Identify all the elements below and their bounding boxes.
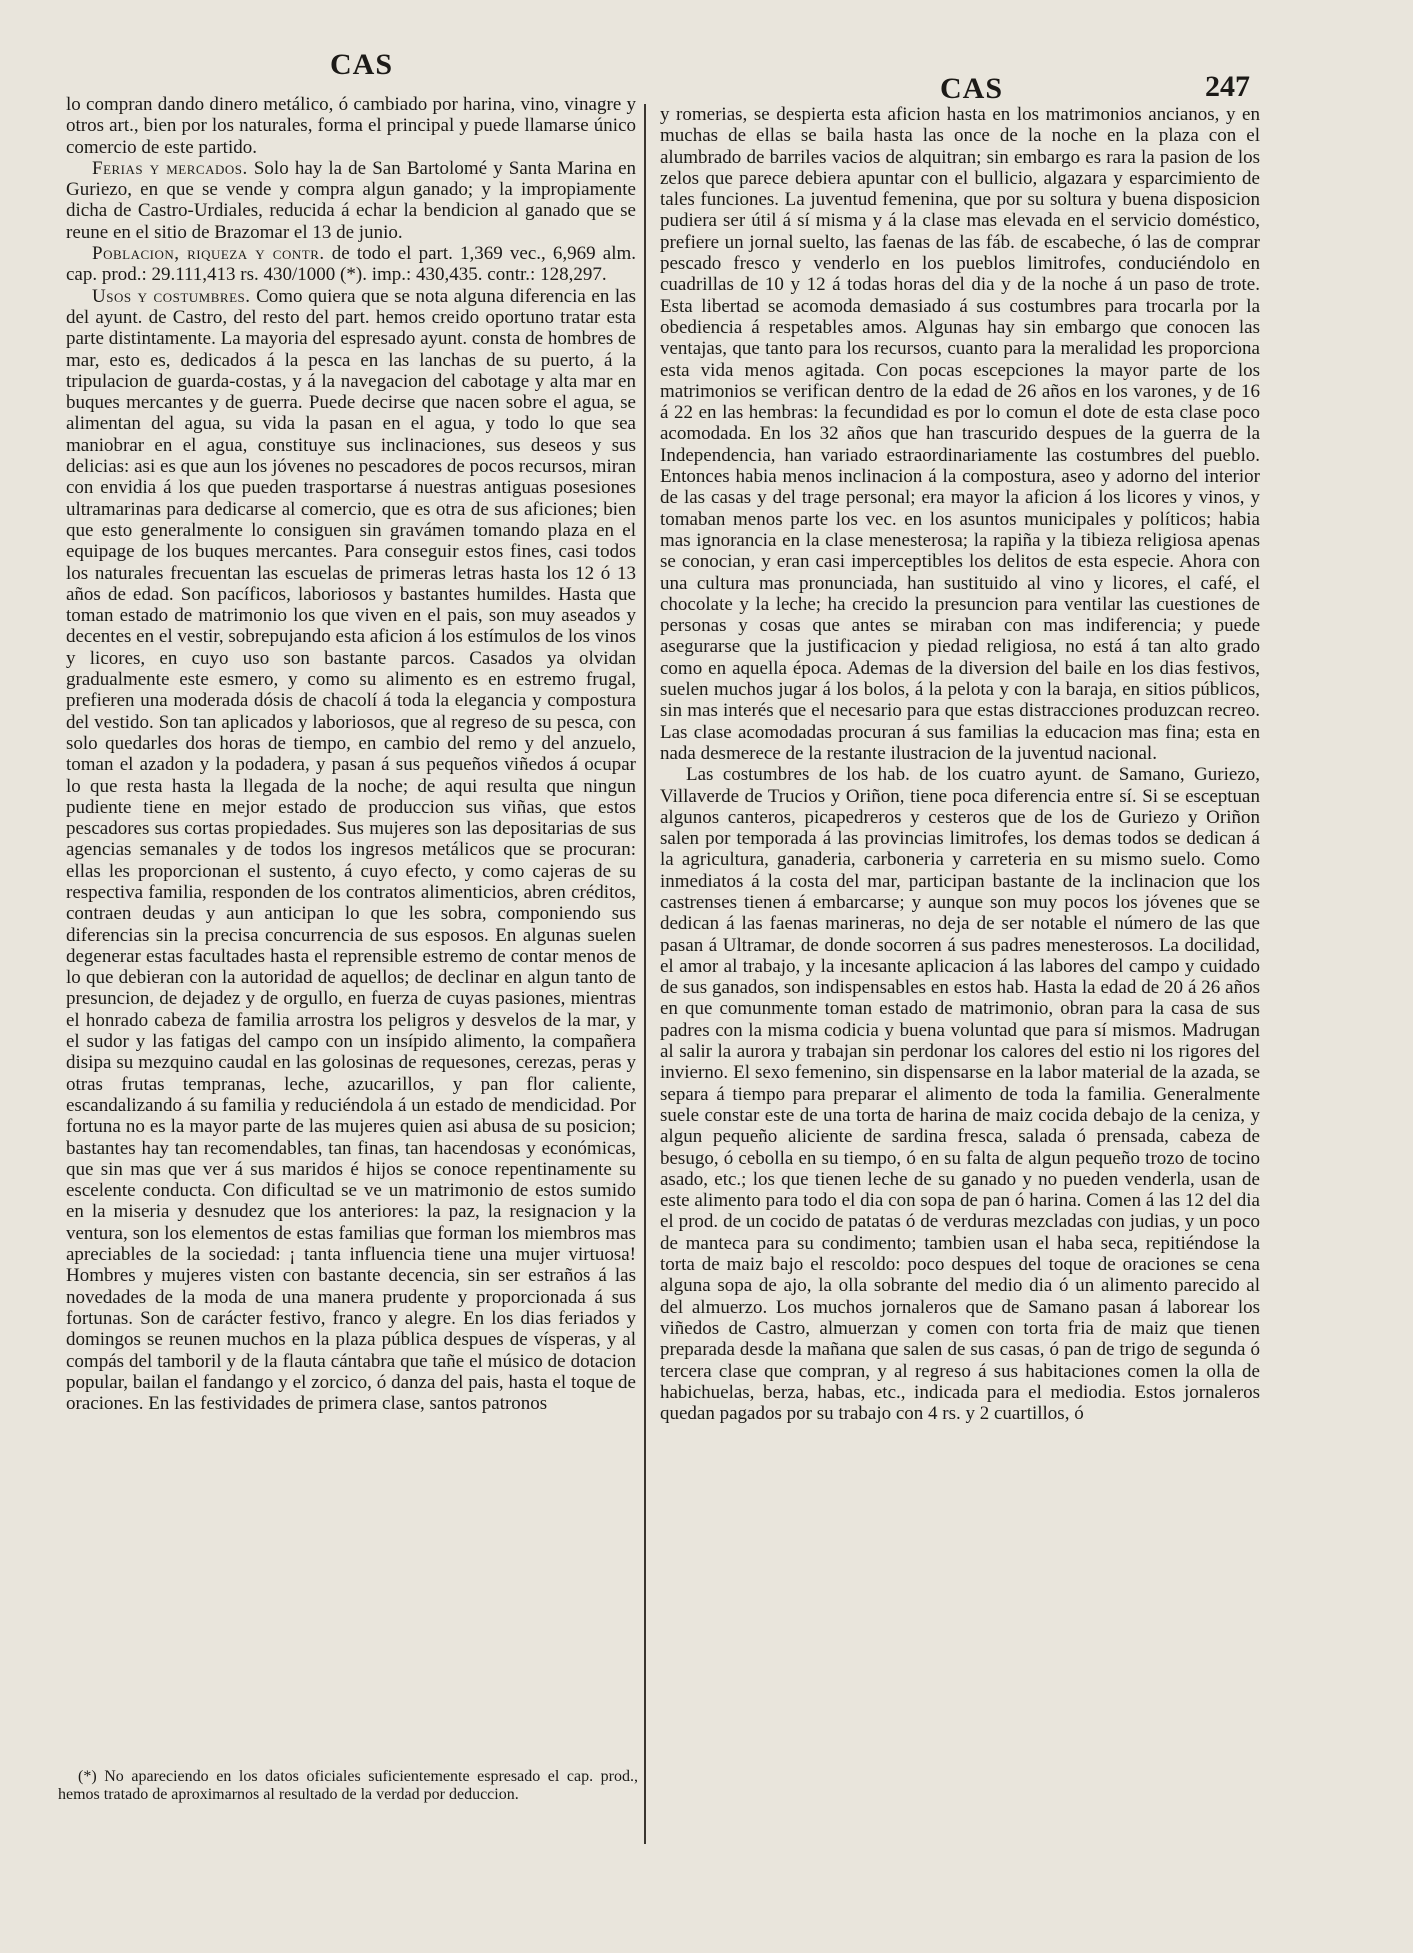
page-number: 247 <box>1205 70 1250 103</box>
paragraph <box>66 243 636 286</box>
footnote-text: (*) No apareciendo en los datos oficiales suficientemente espresado el cap. prod., hemos tratado de aproximarnos al resultado de la verdad por deduccion. <box>58 1768 638 1803</box>
paragraph: Las costumbres de los hab. de los cuatro ayunt. de Samano, Guriezo, Villaverde de Trucios y Oriñon, tiene poca diferencia entre sí. Si se esceptuan algunos canteros, picapedreros y cesteros que de los de Guriezo y Oriñon salen por temporada á las provincias limitrofes, los demas todos se dedican á la agricultura, ganaderia, carboneria y carreteria en su mismo suelo. Como inmediatos á la costa del mar, participan bastante de la inclinacion que los castrenses tienen á embarcarse; y aunque son muy pocos los jóvenes que se dedican á las faenas marineras, no deja de ser notable el número de las que pasan á Ultramar, de donde socorren á sus padres menesterosos. La docilidad, el amor al trabajo, y la incesante aplicacion á las labores del campo y cuidado de sus ganados, son indispensables en estos hab. Hasta la edad de 20 á 26 años en que comunmente toman estado de matrimonio, obran para la casa de sus padres con la misma codicia y buena voluntad que para sí mismos. Madrugan al salir la aurora y trabajan sin perdonar los calores del estio ni los rigores del invierno. El sexo femenino, sin dispensarse en la labor material de la azada, se separa á tiempo para preparar el alimento de toda la familia. Generalmente suele constar este de una torta de harina de maiz cocida debajo de la ceniza, y algun pequeño aliciente de sardina fresca, salada ó prensada, cabeza de besugo, ó cebolla en su tiempo, ó en su falta de algun pequeño trozo de tocino asado, etc.; los que tienen leche de su ganado y no pueden venderla, usan de este alimento para todo el dia con sopa de pan ó harina. Comen á las 12 del dia el prod. de un cocido de patatas ó de verduras mezcladas con judias, y un poco de manteca para su condimento; tambien usan el haba seca, repitiéndose la torta de maiz bajo el rescoldo: poco despues del toque de oraciones se cena alguna sopa de ajo, la olla sobrante del medio dia ó un alimento parecido al del almuerzo. Los muchos jornaleros que de Samano pasan á laborear los viñedos de Castro, almuerzan y comen con torta fria de maiz que tienen preparada desde la mañana que salen de sus casas, ó pan de trigo de segunda ó tercera clase que compran, y al regreso á sus habitaciones comen la olla de habichuelas, berza, habas, etc., indicada para el mediodia. Estos jornaleros quedan pagados por su trabajo con 4 rs. y 2 cuartillos, ó <box>660 764 1260 1425</box>
left-column <box>66 94 636 1414</box>
section-heading: Ferias y mercados. <box>92 157 248 179</box>
paragraph: y romerias, se despierta esta aficion hasta en los matrimonios ancianos, y en muchas de ellas se baila hasta las once de la noche en la plaza con el alumbrado de barriles vacios de alquitran; sin embargo es rara la pasion de los zelos que parece debiera apuntar con el bullicio, algazara y esparcimiento de tales funciones. La juventud femenina, que por su soltura y buena disposicion pudiera ser útil á sí misma y á la clase mas elevada en el servicio doméstico, prefiere un jornal suelto, las faenas de las fáb. de escabeche, ó las de comprar pescado fresco y venderlo en los pueblos limitrofes, conduciéndolo en cuadrillas de 10 y 12 á todas horas del dia y de la noche á un paso de trote. Esta libertad se acomoda demasiado á sus costumbres para trocarla por la obediencia á respetables amos. Algunas hay sin embargo que conocen las ventajas, que tanto para los recursos, cuanto para la meralidad les proporciona esta vida menos agitada. Con pocas escepciones la mayor parte de los matrimonios se verifican dentro de la edad de 26 años en los varones, y de 16 á 22 en las hembras: la fecundidad es por lo comun el dote de esta clase poco acomodada. En los 32 años que han trascurido despues de la guerra de la Independencia, han variado estraordinariamente las costumbres del pueblo. Entonces habia menos inclinacion á la compostura, aseo y adorno del interior de las casas y del trage personal; era mayor la aficion á los licores y vinos, y tomaban menos parte los vec. en los asuntos municipales y políticos; habia mas ignorancia en la clase menesterosa; la rapiña y la tibieza religiosa apenas se conocian, y eran casi imperceptibles los delitos de esta especie. Ahora con una cultura mas pronunciada, han sustituido al vino y licores, el café, el chocolate y la leche; ha crecido la presuncion para ventilar las cuestiones de personas y cosas que antes se miraban con mas indiferencia; y puede asegurarse que la justificacion y piedad religiosa, no está á tan alto grado como en aquella época. Ademas de la diversion del baile en los dias festivos, suelen muchos jugar á los bolos, á la pelota y con la baraja, en sitios públicos, sin mas interés que el necesario para que estas distracciones produzcan recreo. Las clase acomodadas procuran á sus familias la educacion mas fina; esta en nada desmerece de la restante ilustracion de la juventud nacional. <box>660 104 1260 764</box>
paragraph: lo compran dando dinero metálico, ó cambiado por harina, vino, vinagre y otros art., bien por los naturales, forma el principal y puede llamarse único comercio de este partido. <box>66 94 636 158</box>
column-divider <box>644 104 646 1844</box>
running-head-left: CAS <box>330 48 394 81</box>
right-column <box>660 104 1260 1424</box>
paragraph <box>66 158 636 243</box>
paragraph <box>66 286 636 1415</box>
footnote <box>58 1768 638 1804</box>
paragraph-body: Solo hay la de San Bartolomé y Santa Marina en Guriezo, en que se vende y compra algun ganado; y la impropiamente dicha de Castro-Urdiales, reducida á echar la bendicion al ganado que se reune en el sitio de Brazomar el 13 de junio. <box>66 157 637 243</box>
running-head-right: CAS <box>940 72 1004 105</box>
paragraph-body: Como quiera que se nota alguna diferencia en las del ayunt. de Castro, del resto del part. hemos creido oportuno tratar esta parte distintamente. La mayoria del espresado ayunt. consta de hombres de mar, esto es, dedicados á la pesca en las lanchas de su puerto, á la tripulacion de guarda-costas, y á la navegacion del cabotage y alta mar en buques mercantes y de guerra. Puede decirse que nacen sobre el agua, se alimentan del agua, su vida la pasan en el agua, y todo lo que sea maniobrar en el agua, constituye sus inclinaciones, sus deseos y sus delicias: asi es que aun los jóvenes no pescadores de pocos recursos, miran con envidia á los que pueden trasportarse á nuestras antiguas posesiones ultramarinas para dedicarse al comercio, que es otra de sus aficiones; bien que esto generalmente lo consiguen sin gravámen tomando plaza en el equipage de los buques mercantes. Para conseguir estos fines, casi todos los naturales frecuentan las escuelas de primeras letras hasta los 12 ó 13 años de edad. Son pacíficos, laboriosos y bastantes humildes. Hasta que toman estado de matrimonio los que viven en el pais, son muy aseados y decentes en el vestir, sobrepujando esta aficion á los estímulos de los vinos y licores, en cuyo uso son bastante parcos. Casados ya olvidan gradualmente este esmero, y como su alimento es en estremo frugal, prefieren una moderada dósis de chacolí á toda la elegancia y compostura del vestido. Son tan aplicados y laboriosos, que al regreso de su pesca, con solo quedarles dos horas de tiempo, en cambio del remo y del anzuelo, toman el azadon y la podadera, y pasan á sus pequeños viñedos á ocupar lo que resta hasta la llegada de la noche; de aqui resulta que ningun pudiente tiene en mejor estado de produccion sus viñas, que estos pescadores sus cortas propiedades. Sus mujeres son las depositarias de sus agencias semanales y de todos los ingresos metálicos que se procuran: ellas les proporcionan el sustento, á cuyo efecto, y como cajeras de su respectiva familia, responden de los contratos alimenticios, abren créditos, contraen deudas y aun anticipan lo que les sobra, componiendo sus diferencias sin la precisa concurrencia de sus esposos. En algunas suelen degenerar estas facultades hasta el reprensible estremo de contar menos de lo que debieran con la autoridad de aquellos; de declinar en algun tanto de presuncion, de dejadez y de orgullo, en fuerza de cuyas pasiones, mientras el honrado cabeza de familia arrostra los peligros y desvelos de la mar, y el sudor y las fatigas del campo con un insípido alimento, la compañera disipa su mezquino caudal en las golosinas de requesones, cerezas, peras y otras frutas tempranas, leche, azucarillos, y pan flor caliente, escandalizando á su familia y reduciéndola á un estado de mendicidad. Por fortuna no es la mayor parte de las mujeres quien asi abusa de su posicion; bastantes hay tan recomendables, tan finas, tan hacendosas y económicas, que sin mas que ver á sus maridos é hijos se conoce repentinamente su escelente conducta. Con dificultad se ve un matrimonio de estos sumido en la miseria y desnudez que los anteriores: la paz, la resignacion y la ventura, son los elementos de estas familias que forman los miembros mas apreciables de la sociedad: ¡ tanta influencia tiene una mujer virtuosa! Hombres y mujeres visten con bastante decencia, sin ser estraños á las novedades de la moda de una manera prudente y proporcionada á sus fortunas. Son de carácter festivo, franco y alegre. En los dias feriados y domingos se reunen muchos en la plaza pública despues de vísperas, y al compás del tamboril y de la flauta cántabra que tañe el músico de dotacion popular, bailan el fandango y el zorcico, ó danza del pais, hasta el toque de oraciones. En las festividades de primera clase, santos patronos <box>66 285 636 1415</box>
paragraph-body: de todo el part. 1,369 vec., 6,969 alm. cap. prod.: 29.111,413 rs. 430/1000 (*). imp.: 430,435. contr.: 128,297. <box>66 243 637 286</box>
section-heading: Usos y costumbres. <box>92 285 251 307</box>
section-heading: Poblacion, riqueza y contr. <box>92 243 325 265</box>
